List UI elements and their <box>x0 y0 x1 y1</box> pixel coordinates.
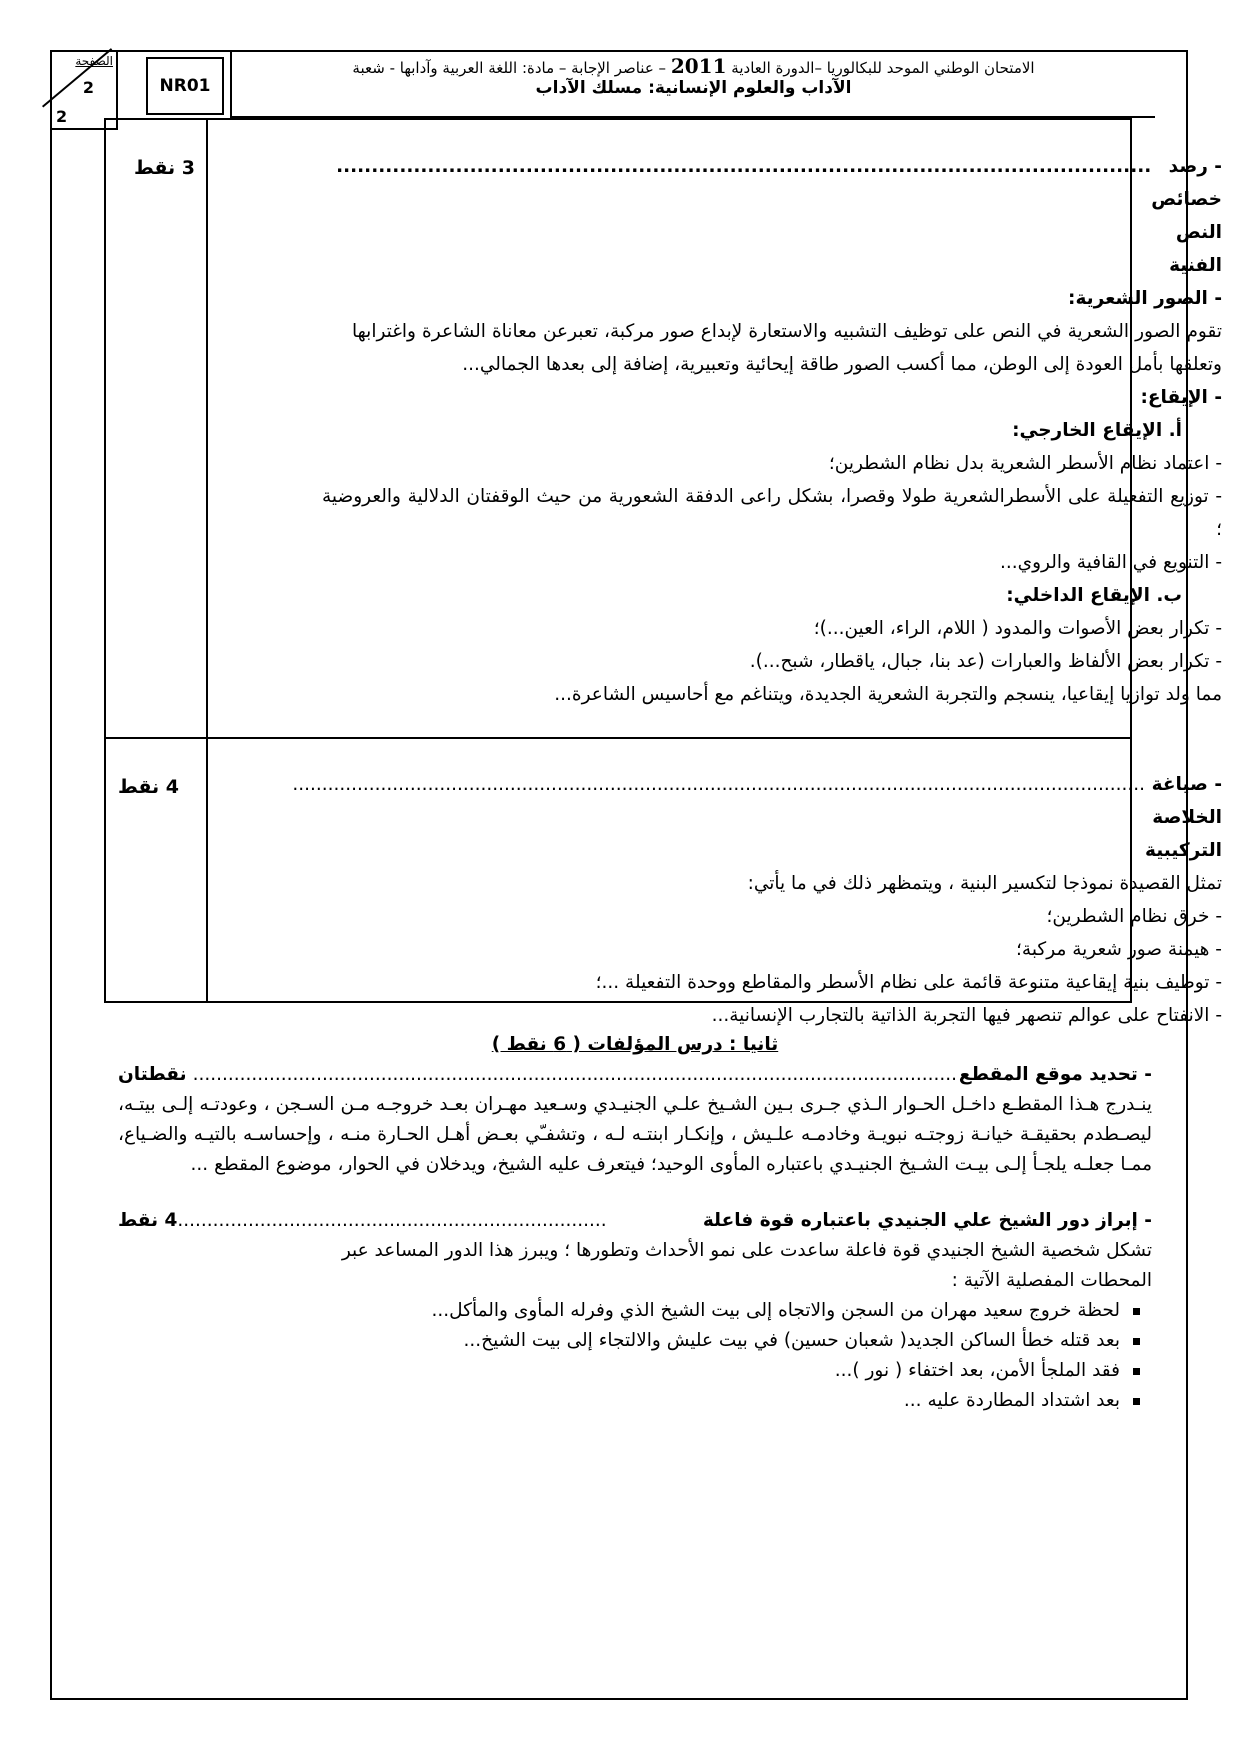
exam-code: NR01 <box>146 57 224 115</box>
column-divider <box>206 120 208 1001</box>
list-item: بعد اشتداد المطاردة عليه ... <box>118 1386 1134 1416</box>
synthesis-heading-row: - صياغة الخلاصة التركيبية ................................................................................................................................................. <box>352 768 1222 867</box>
internal-item-3: مما ولد توازيا إيقاعيا، ينسجم والتجربة الشعرية الجديدة، ويتناغم مع أحاسيس الشاعرة... <box>554 684 1222 705</box>
artistic-points: 3 نقط <box>134 157 196 179</box>
page-label: الصفحة <box>75 54 113 68</box>
location-points: نقطتان <box>118 1064 187 1085</box>
header-title-part1: الامتحان الوطني الموحد للبكالوريا –الدورة العادية <box>731 59 1035 77</box>
artistic-heading-row: - رصد خصائص النص الفنية .................................................................................................................... <box>352 150 1222 282</box>
square-bullet-icon <box>1133 1368 1140 1375</box>
synthesis-item: - هيمنة صور شعرية مركبة؛ <box>1016 939 1222 960</box>
internal-rhythm-title: ب. الإيقاع الداخلي: <box>1006 585 1182 606</box>
synthesis-points: 4 نقط <box>118 776 180 798</box>
square-bullet-icon <box>1133 1338 1140 1345</box>
square-bullet-icon <box>1133 1308 1140 1315</box>
rhythm-subheading: - الإيقاع: <box>1140 387 1222 408</box>
role-paragraph: تشكل شخصية الشيخ الجنيدي قوة فاعلة ساعدت على نمو الأحداث وتطورها ؛ ويبرز هذا الدور المساعد عبر المحطات المفصلية الآتية : <box>341 1240 1152 1291</box>
role-heading: - إبراز دور الشيخ علي الجنيدي باعتباره قوة فاعلة <box>702 1210 1152 1231</box>
external-rhythm-title: أ. الإيقاع الخارجي: <box>1012 420 1182 441</box>
role-heading-row: - إبراز دور الشيخ علي الجنيدي باعتباره قوة فاعلة ......................................................................... 4 نقط <box>118 1206 1152 1236</box>
role-points: 4 نقط <box>118 1210 178 1231</box>
internal-item-2: - تكرار بعض الألفاظ والعبارات (عد بنا، جبال، ياقطار، شبح...). <box>749 651 1222 672</box>
page-number: 2 <box>82 78 94 97</box>
synthesis-intro: تمثل القصيدة نموذجا لتكسير البنية ، ويتمظهر ذلك في ما يأتي: <box>747 873 1222 894</box>
list-item: فقد الملجأ الأمن، بعد اختفاء ( نور )... <box>118 1356 1134 1386</box>
location-heading-row: - تحديد موقع المقطع .................................................................................................................................. نقطتان <box>118 1060 1152 1090</box>
role-list <box>118 1296 1152 1416</box>
synthesis-heading: - صياغة الخلاصة التركيبية <box>1145 774 1222 861</box>
square-bullet-icon <box>1133 1398 1140 1405</box>
images-subheading: - الصور الشعرية: <box>1068 288 1222 309</box>
synthesis-item: - توظيف بنية إيقاعية متنوعة قائمة على نظام الأسطر والمقاطع ووحدة التفعيلة ...؛ <box>595 972 1222 993</box>
location-paragraph: ينـدرج هـذا المقطـع داخـل الحـوار الـذي جـرى بـين الشـيخ علـي الجنيـدي وسـعيد مهـران بعـد خروجـه مـن السـجن ، وعودتـه إلـى بيتـه، ليصـطدم بحقيقـة خيانـة زوجتـه نبويـة وخادمـه علـيش ، وإنكـار ابنتـه لـه ، وتشفـّي بعـض أهـل الحـارة منـه ، وإحساسـه بالتيـه والضـياع، ممـا جعلـه يلجـأ إلـى بيـت الشـيخ الجنيـدي باعتباره المأوى الوحيد؛ فيتعرف عليه الشيخ، ويدخلان في الحوار، موضوع المقطع ... <box>118 1094 1152 1175</box>
synthesis-item: - خرق نظام الشطرين؛ <box>1046 906 1222 927</box>
header-title-line2: الآداب والعلوم الإنسانية: مسلك الآداب <box>535 78 852 98</box>
location-heading: - تحديد موقع المقطع <box>958 1064 1152 1085</box>
row-divider <box>106 737 1130 739</box>
internal-item-1: - تكرار بعض الأصوات والمدود ( اللام، الراء، العين...)؛ <box>813 618 1222 639</box>
list-item: لحظة خروج سعيد مهران من السجن والاتجاه إلى بيت الشيخ الذي وفرله المأوى والمأكل... <box>118 1296 1134 1326</box>
external-item-1: - اعتماد نظام الأسطر الشعرية بدل نظام الشطرين؛ <box>828 453 1222 474</box>
header-year: 2011 <box>670 54 727 78</box>
works-section-title: ثانيا : درس المؤلفات ( 6 نقط ) <box>491 1034 779 1055</box>
synthesis-item: - الانفتاح على عوالم تنصهر فيها التجربة الذاتية بالتجارب الإنسانية... <box>711 1005 1222 1026</box>
artistic-heading: - رصد خصائص النص الفنية <box>1151 156 1222 276</box>
images-paragraph: تقوم الصور الشعرية في النص على توظيف التشبيه والاستعارة لإبداع صور مركبة، تعبرعن معاناة الشاعرة واغترابها وتعلقها بأمل العودة إلى الوطن، مما أكسب الصور طاقة إيحائية وتعبيرية، إضافة إلى بعدها الجمالي... <box>352 321 1222 375</box>
list-item: بعد قتله خطأ الساكن الجديد( شعبان حسين) في بيت عليش والالتجاء إلى بيت الشيخ... <box>118 1326 1134 1356</box>
external-item-2: - توزيع التفعيلة على الأسطرالشعرية طولا وقصرا، بشكل راعى الدفقة الشعورية من حيث الوقفتان الدلالية والعروضية ؛ <box>322 486 1222 540</box>
external-item-3: - التنويع في القافية والروي... <box>999 552 1222 573</box>
works-section <box>118 1030 1152 1416</box>
page-total: 2 <box>56 107 68 126</box>
exam-header-title <box>230 52 1155 118</box>
header-title-part2: – عناصر الإجابة – مادة: اللغة العربية وآدابها - شعبة <box>352 59 667 77</box>
artistic-section <box>322 150 1222 711</box>
synthesis-section <box>292 768 1222 1032</box>
